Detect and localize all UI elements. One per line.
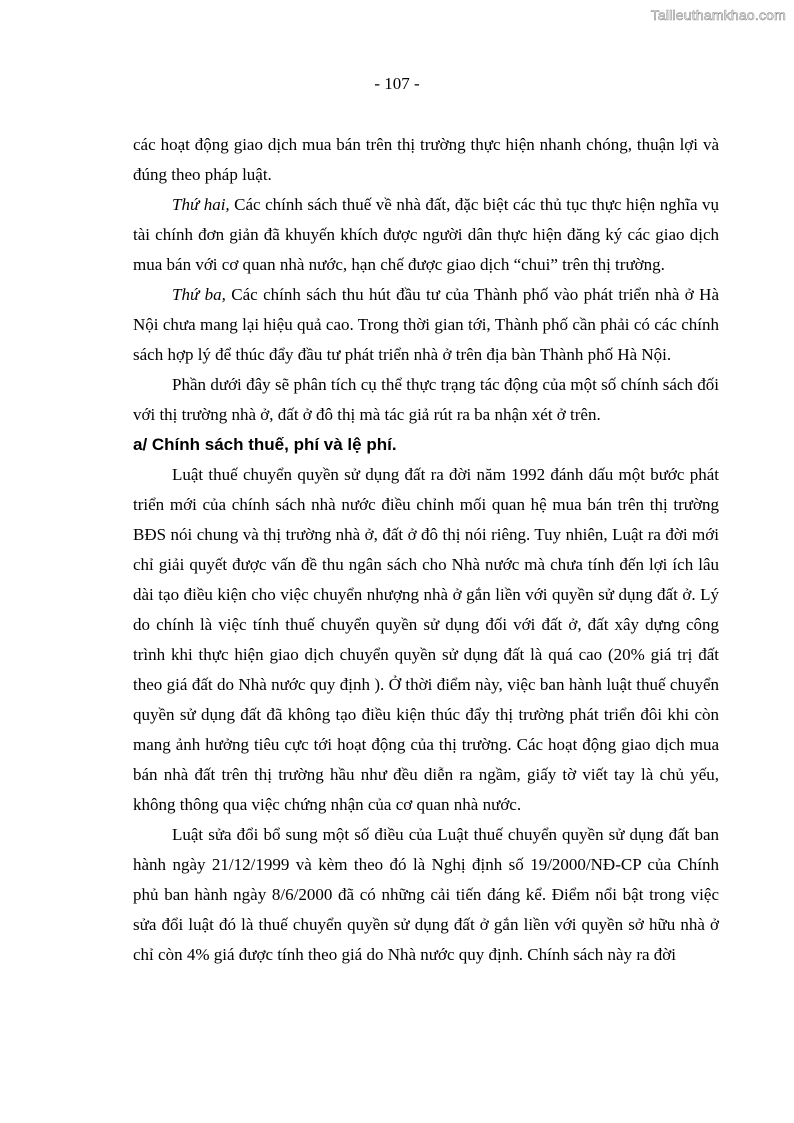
paragraph-luat-sua-doi: Luật sửa đổi bổ sung một số điều của Luật thuế chuyển quyền sử dụng đất ban hành ngày 21/12/1999 và kèm theo đó là Nghị định số 19/2000/NĐ-CP của Chính phủ ban hành ngày 8/6/2000 đã có những cải tiến đáng kể. Điểm nổi bật trong việc sửa đổi luật đó là thuế chuyển quyền sử dụng đất ở gắn liền với quyền sở hữu nhà ở chỉ còn 4% giá được tính theo giá do Nhà nước quy định. Chính sách này ra đời xyxy=(133,825,719,964)
paragraph-lead-italic: Thứ ba, xyxy=(172,285,226,304)
page-number: - 107 - xyxy=(374,74,420,93)
paragraph-text: Các chính sách thu hút đầu tư của Thành phố vào phát triển nhà ở Hà Nội chưa mang lại hiệu quả cao. Trong thời gian tới, Thành phố cần phải có các chính sách hợp lý để thúc đẩy đầu tư phát triển nhà ở trên địa bàn Thành phố Hà Nội. xyxy=(133,285,719,364)
section-heading: a/ Chính sách thuế, phí và lệ phí. xyxy=(133,435,397,454)
document-body xyxy=(133,130,719,970)
watermark: Tailieuthamkhao.com xyxy=(650,7,786,23)
paragraph-intro-analysis: Phần dưới đây sẽ phân tích cụ thể thực trạng tác động của một số chính sách đối với thị trường nhà ở, đất ở đô thị mà tác giả rút ra ba nhận xét ở trên. xyxy=(133,375,719,424)
paragraph-lead-italic: Thứ hai, xyxy=(172,195,230,214)
paragraph-text: Các chính sách thuế về nhà đất, đặc biệt các thủ tục thực hiện nghĩa vụ tài chính đơn giản đã khuyến khích được người dân thực hiện đăng ký các giao dịch mua bán với cơ quan nhà nước, hạn chế được giao dịch “chui” trên thị trường. xyxy=(133,195,719,274)
paragraph-luat-thue-1992: Luật thuế chuyển quyền sử dụng đất ra đời năm 1992 đánh dấu một bước phát triển mới của chính sách nhà nước điều chỉnh mối quan hệ mua bán trên thị trường BĐS nói chung và thị trường nhà ở, đất ở đô thị nói riêng. Tuy nhiên, Luật ra đời mới chỉ giải quyết được vấn đề thu ngân sách cho Nhà nước mà chưa tính đến lợi ích lâu dài tạo điều kiện cho việc chuyển nhượng nhà ở gắn liền với quyền sử dụng đất ở. Lý do chính là việc tính thuế chuyển quyền sử dụng đối với đất ở, đất xây dựng công trình khi thực hiện giao dịch chuyển quyền sử dụng đất là quá cao (20% giá trị đất theo giá đất do Nhà nước quy định ). Ở thời điểm này, việc ban hành luật thuế chuyển quyền sử dụng đất đã không tạo điều kiện thúc đẩy thị trường phát triển đôi khi còn mang ảnh hưởng tiêu cực tới hoạt động của thị trường. Các hoạt động giao dịch mua bán nhà đất trên thị trường hầu như đều diễn ra ngầm, giấy tờ viết tay là chủ yếu, không thông qua việc chứng nhận của cơ quan nhà nước. xyxy=(133,465,719,814)
paragraph-thu-hai xyxy=(133,190,719,280)
paragraph-thu-ba xyxy=(133,280,719,370)
paragraph-continuation: các hoạt động giao dịch mua bán trên thị trường thực hiện nhanh chóng, thuận lợi và đúng theo pháp luật. xyxy=(133,135,719,184)
